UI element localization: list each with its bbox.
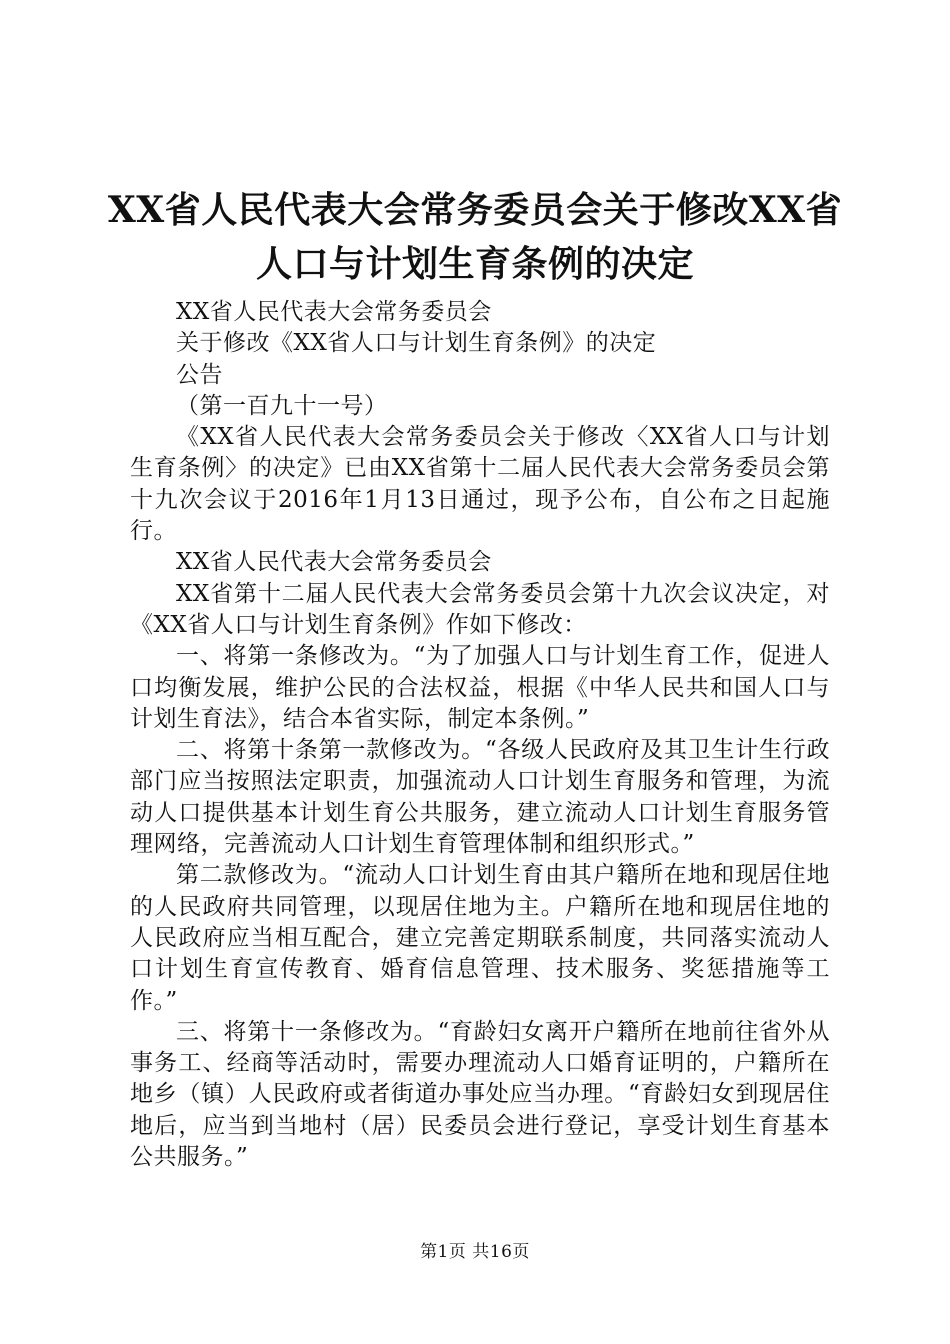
decision-intro-paragraph: XX省第十二届人民代表大会常务委员会第十九次会议决定，对《XX省人口与计划生育条例》作如下修改： xyxy=(130,580,830,638)
amendment-1-paragraph: 一、将第一条修改为。“为了加强人口与计划生育工作，促进人口均衡发展，维护公民的合法权益，根据《中华人民共和国人口与计划生育法》，结合本省实际，制定本条例。” xyxy=(130,643,830,732)
page-footer: 第1页 共16页 xyxy=(420,1242,530,1262)
document-title xyxy=(100,183,850,291)
amendment-3-paragraph: 三、将第十一条修改为。“育龄妇女离开户籍所在地前往省外从事务工、经商等活动时，需要办理流动人口婚育证明的，户籍所在地乡（镇）人民政府或者街道办事处应当办理。“育龄妇女到现居住地后，应当到当地村（居）民委员会进行登记，享受计划生育基本公共服务。” xyxy=(130,1018,830,1171)
document-body xyxy=(130,297,830,1173)
issuer-signature: XX省人民代表大会常务委员会 xyxy=(176,549,492,576)
announcement-paragraph: 《XX省人民代表大会常务委员会关于修改〈XX省人口与计划生育条例〉的决定》已由XX省第十二届人民代表大会常务委员会第十九次会议于2016年1月13日通过，现予公布，自公布之日起施行。 xyxy=(130,424,830,545)
amendment-2-second-clause: 第二款修改为。“流动人口计划生育由其户籍所在地和现居住地的人民政府共同管理，以现居住地为主。户籍所在地和现居住地的人民政府应当相互配合，建立完善定期联系制度，共同落实流动人口计划生育宣传教育、婚育信息管理、技术服务、奖惩措施等工作。” xyxy=(130,862,830,1014)
subject-line: 关于修改《XX省人口与计划生育条例》的决定 xyxy=(176,330,657,357)
announcement-number: （第一百九十一号） xyxy=(176,392,388,419)
title-line-2: 人口与计划生育条例的决定 xyxy=(255,243,694,285)
announcement-label: 公告 xyxy=(176,361,223,388)
title-line-1: XX省人民代表大会常务委员会关于修改XX省 xyxy=(107,189,843,231)
amendment-2-paragraph: 二、将第十条第一款修改为。“各级人民政府及其卫生计生行政部门应当按照法定职责，加强流动人口计划生育服务和管理，为流动人口提供基本计划生育公共服务，建立流动人口计划生育服务管理网络，完善流动人口计划生育管理体制和组织形式。” xyxy=(130,737,830,858)
issuer-line: XX省人民代表大会常务委员会 xyxy=(176,299,492,325)
